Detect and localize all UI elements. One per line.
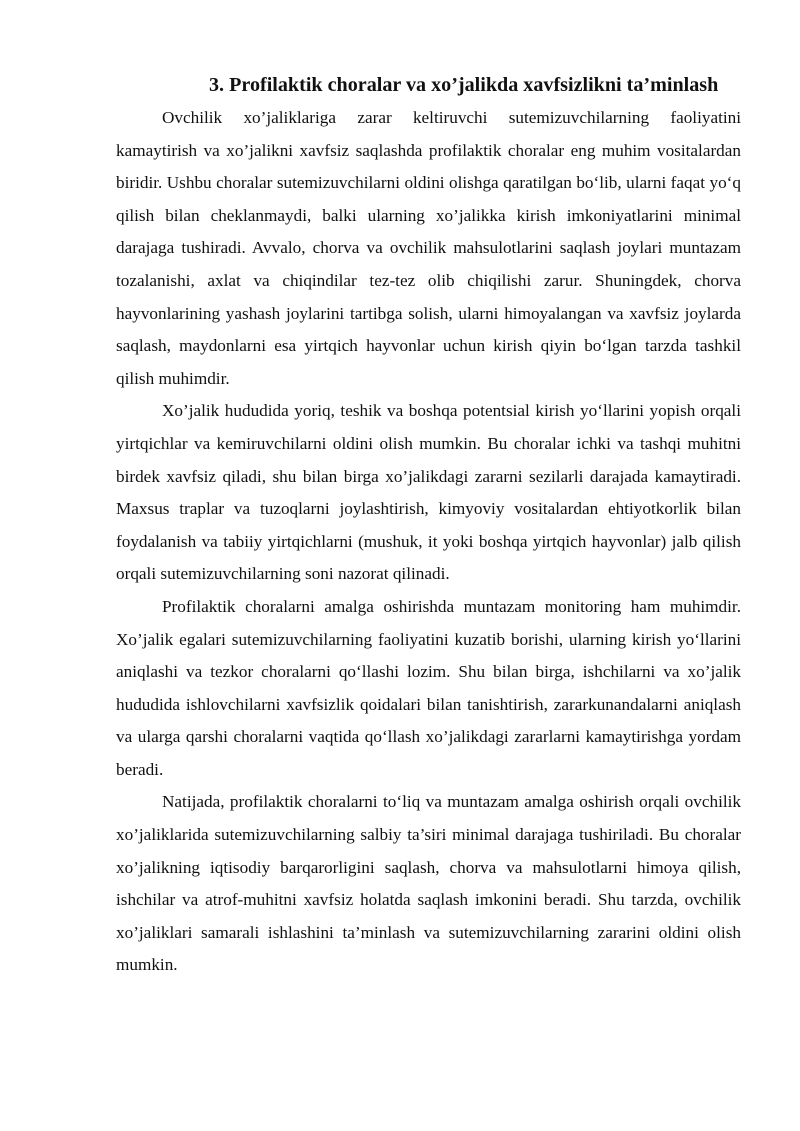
document-page [116, 68, 741, 982]
section-heading: 3. Profilaktik choralar va xo’jalikda xavfsizlikni ta’minlash [209, 74, 719, 96]
paragraph-monitoring: Profilaktik choralarni amalga oshirishda muntazam monitoring ham muhimdir. Xo’jalik egalari sutemizuvchilarning faoliyatini kuzatib borishi, ularning kirish yo‘llarini aniqlashi va tezkor choralarni qo‘llashi lozim. Shu bilan birga, ishchilarni va xo’jalik hududida ishlovchilarni xavfsizlik qoidalari bilan tanishtirish, zararkunandalarni aniqlash va ularga qarshi choralarni vaqtida qo‘llash xo’jalikdagi zararlarni kamaytirishga yordam beradi. [116, 596, 741, 779]
paragraph-entry-points: Xo’jalik hududida yoriq, teshik va boshqa potentsial kirish yo‘llarini yopish orqali yirtqichlar va kemiruvchilarni oldini olish mumkin. Bu choralar ichki va tashqi muhitni birdek xavfsiz qiladi, shu bilan birga xo’jalikdagi zararni sezilarli darajada kamaytiradi. Maxsus traplar va tuzoqlarni joylashtirish, kimyoviy vositalardan ehtiyotkorlik bilan foydalanish va tabiiy yirtqichlarni (mushuk, it yoki boshqa yirtqich hayvonlar) jalb qilish orqali sutemizuvchilarning soni nazorat qilinadi. [116, 401, 741, 584]
paragraph-conclusion: Natijada, profilaktik choralarni to‘liq va muntazam amalga oshirish orqali ovchilik xo’jaliklarida sutemizuvchilarning salbiy ta’siri minimal darajaga tushiriladi. Bu choralar xo’jalikning iqtisodiy barqarorligini saqlash, chorva va mahsulotlarni himoya qilish, ishchilar va atrof-muhitni xavfsiz holatda saqlash imkonini beradi. Shu tarzda, ovchilik xo’jaliklari samarali ishlashini ta’minlash va sutemizuvchilarning zararini oldini olish mumkin. [116, 792, 741, 975]
paragraph-prevention-overview: Ovchilik xo’jaliklariga zarar keltiruvchi sutemizuvchilarning faoliyatini kamaytirish va xo’jalikni xavfsiz saqlashda profilaktik choralar eng muhim vositalardan biridir. Ushbu choralar sutemizuvchilarni oldini olishga qaratilgan bo‘lib, ularni faqat yo‘q qilish bilan cheklanmaydi, balki ularning xo’jalikka kirish imkoniyatlarini minimal darajaga tushiradi. Avvalo, chorva va ovchilik mahsulotlarini saqlash joylari muntazam tozalanishi, axlat va chiqindilar tez-tez olib chiqilishi zarur. Shuningdek, chorva hayvonlarining yashash joylarini tartibga solish, ularni himoyalangan va xavfsiz joylarda saqlash, maydonlarni esa yirtqich hayvonlar uchun kirish qiyin bo‘lgan tarzda tashkil qilish muhimdir. [116, 108, 741, 388]
